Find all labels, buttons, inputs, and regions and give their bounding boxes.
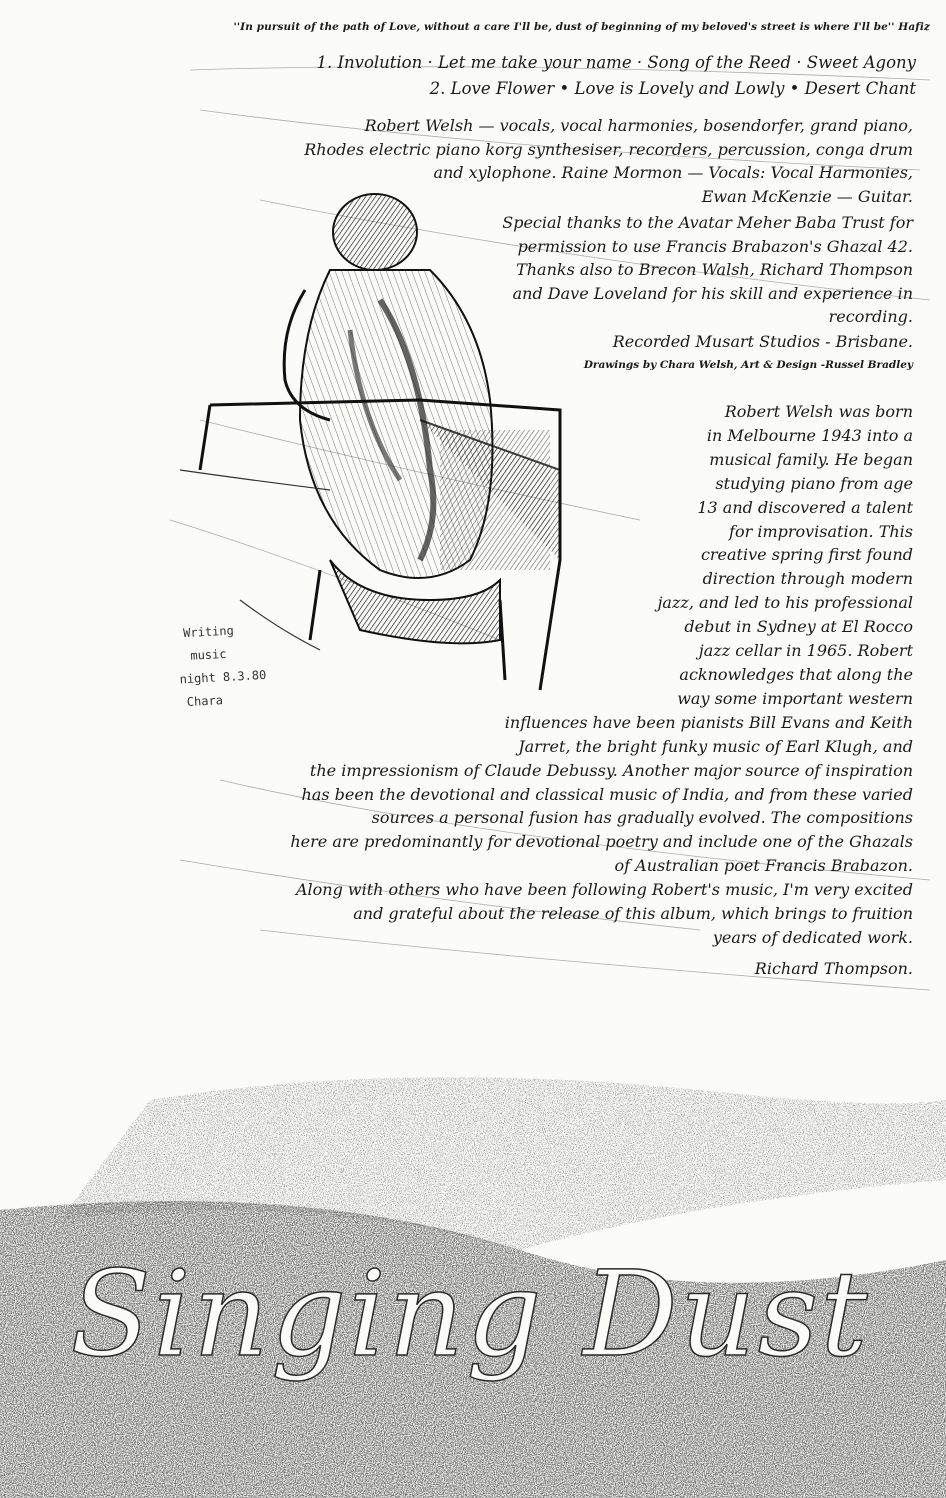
bio-line: creative spring first found (700, 545, 913, 565)
bio-line: and grateful about the release of this album, which brings to fruition (353, 904, 913, 924)
bio-line: for improvisation. This (729, 521, 913, 541)
bio-line: way some important western (677, 688, 913, 708)
bio-line: jazz cellar in 1965. Robert (698, 641, 913, 661)
handwriting-line: music (190, 646, 227, 663)
track-line: 2. Love Flower • Love is Lovely and Lowly • Desert Chant (429, 79, 916, 98)
bio-line: here are predominantly for devotional poetry and include one of the Ghazals (290, 832, 913, 852)
bio-line: musical family. He began (709, 449, 913, 469)
track-listing (316, 50, 916, 102)
bio-line: jazz, and led to his professional (657, 593, 913, 613)
bio-line: has been the devotional and classical music of India, and from these varied (301, 784, 913, 804)
acknowledgements (502, 211, 913, 329)
author-signature: Richard Thompson. (754, 959, 913, 978)
recording-studio: Recorded Musart Studios - Brisbane. (612, 332, 913, 351)
bio-line: years of dedicated work. (712, 927, 913, 947)
handwritten-note (179, 618, 268, 714)
bio-line: debut in Sydney at El Rocco (684, 617, 913, 637)
bio-line: sources a personal fusion has gradually evolved. The compositions (371, 808, 913, 828)
handwriting-line: Chara (186, 693, 224, 710)
bio-line: of Australian poet Francis Brabazon. (614, 856, 913, 876)
bio-line: in Melbourne 1943 into a (706, 425, 913, 445)
bio-line: Along with others who have been following Robert's music, I'm very excited (295, 880, 913, 900)
performer-credits (304, 114, 913, 208)
bio-line: Robert Welsh was born (724, 402, 913, 421)
artist-biography (290, 400, 913, 950)
album-title-artwork (0, 1060, 946, 1498)
credit-line: and xylophone. Raine Mormon — Vocals: Vocal Harmonies, (433, 163, 913, 182)
thanks-line: Special thanks to the Avatar Meher Baba Trust for (502, 213, 913, 232)
bio-line: 13 and discovered a talent (697, 497, 913, 517)
credit-line: Ewan McKenzie — Guitar. (701, 186, 913, 206)
thanks-line: and Dave Loveland for his skill and experience in (512, 283, 913, 303)
bio-line: acknowledges that along the (679, 664, 913, 684)
bio-line: the impressionism of Claude Debussy. Another major source of inspiration (309, 760, 913, 780)
handwriting-line: Writing (182, 623, 235, 641)
bio-line: influences have been pianists Bill Evans and Keith (504, 712, 913, 732)
art-credit: Drawings by Chara Welsh, Art & Design -Russel Bradley (583, 359, 913, 371)
handwriting-line: night 8.3.80 (179, 667, 267, 687)
thanks-line: permission to use Francis Brabazon's Ghazal 42. (517, 236, 913, 256)
hafiz-quote: ''In pursuit of the path of Love, without a care I'll be, dust of beginning of my beloved's street is where I'll be'' Hafiz (233, 21, 930, 33)
thanks-line: Thanks also to Brecon Walsh, Richard Thompson (516, 260, 913, 279)
album-title: Singing Dust (70, 1245, 870, 1383)
credit-line: Rhodes electric piano korg synthesiser, recorders, percussion, conga drum (304, 139, 913, 159)
thanks-line: recording. (828, 307, 913, 326)
track-line: 1. Involution · Let me take your name · Song of the Reed · Sweet Agony (316, 53, 916, 72)
bio-line: direction through modern (702, 569, 913, 589)
bio-line: Jarret, the bright funky music of Earl Klugh, and (518, 736, 913, 756)
bio-line: studying piano from age (715, 473, 913, 493)
credit-line: Robert Welsh — vocals, vocal harmonies, bosendorfer, grand piano, (364, 116, 913, 135)
